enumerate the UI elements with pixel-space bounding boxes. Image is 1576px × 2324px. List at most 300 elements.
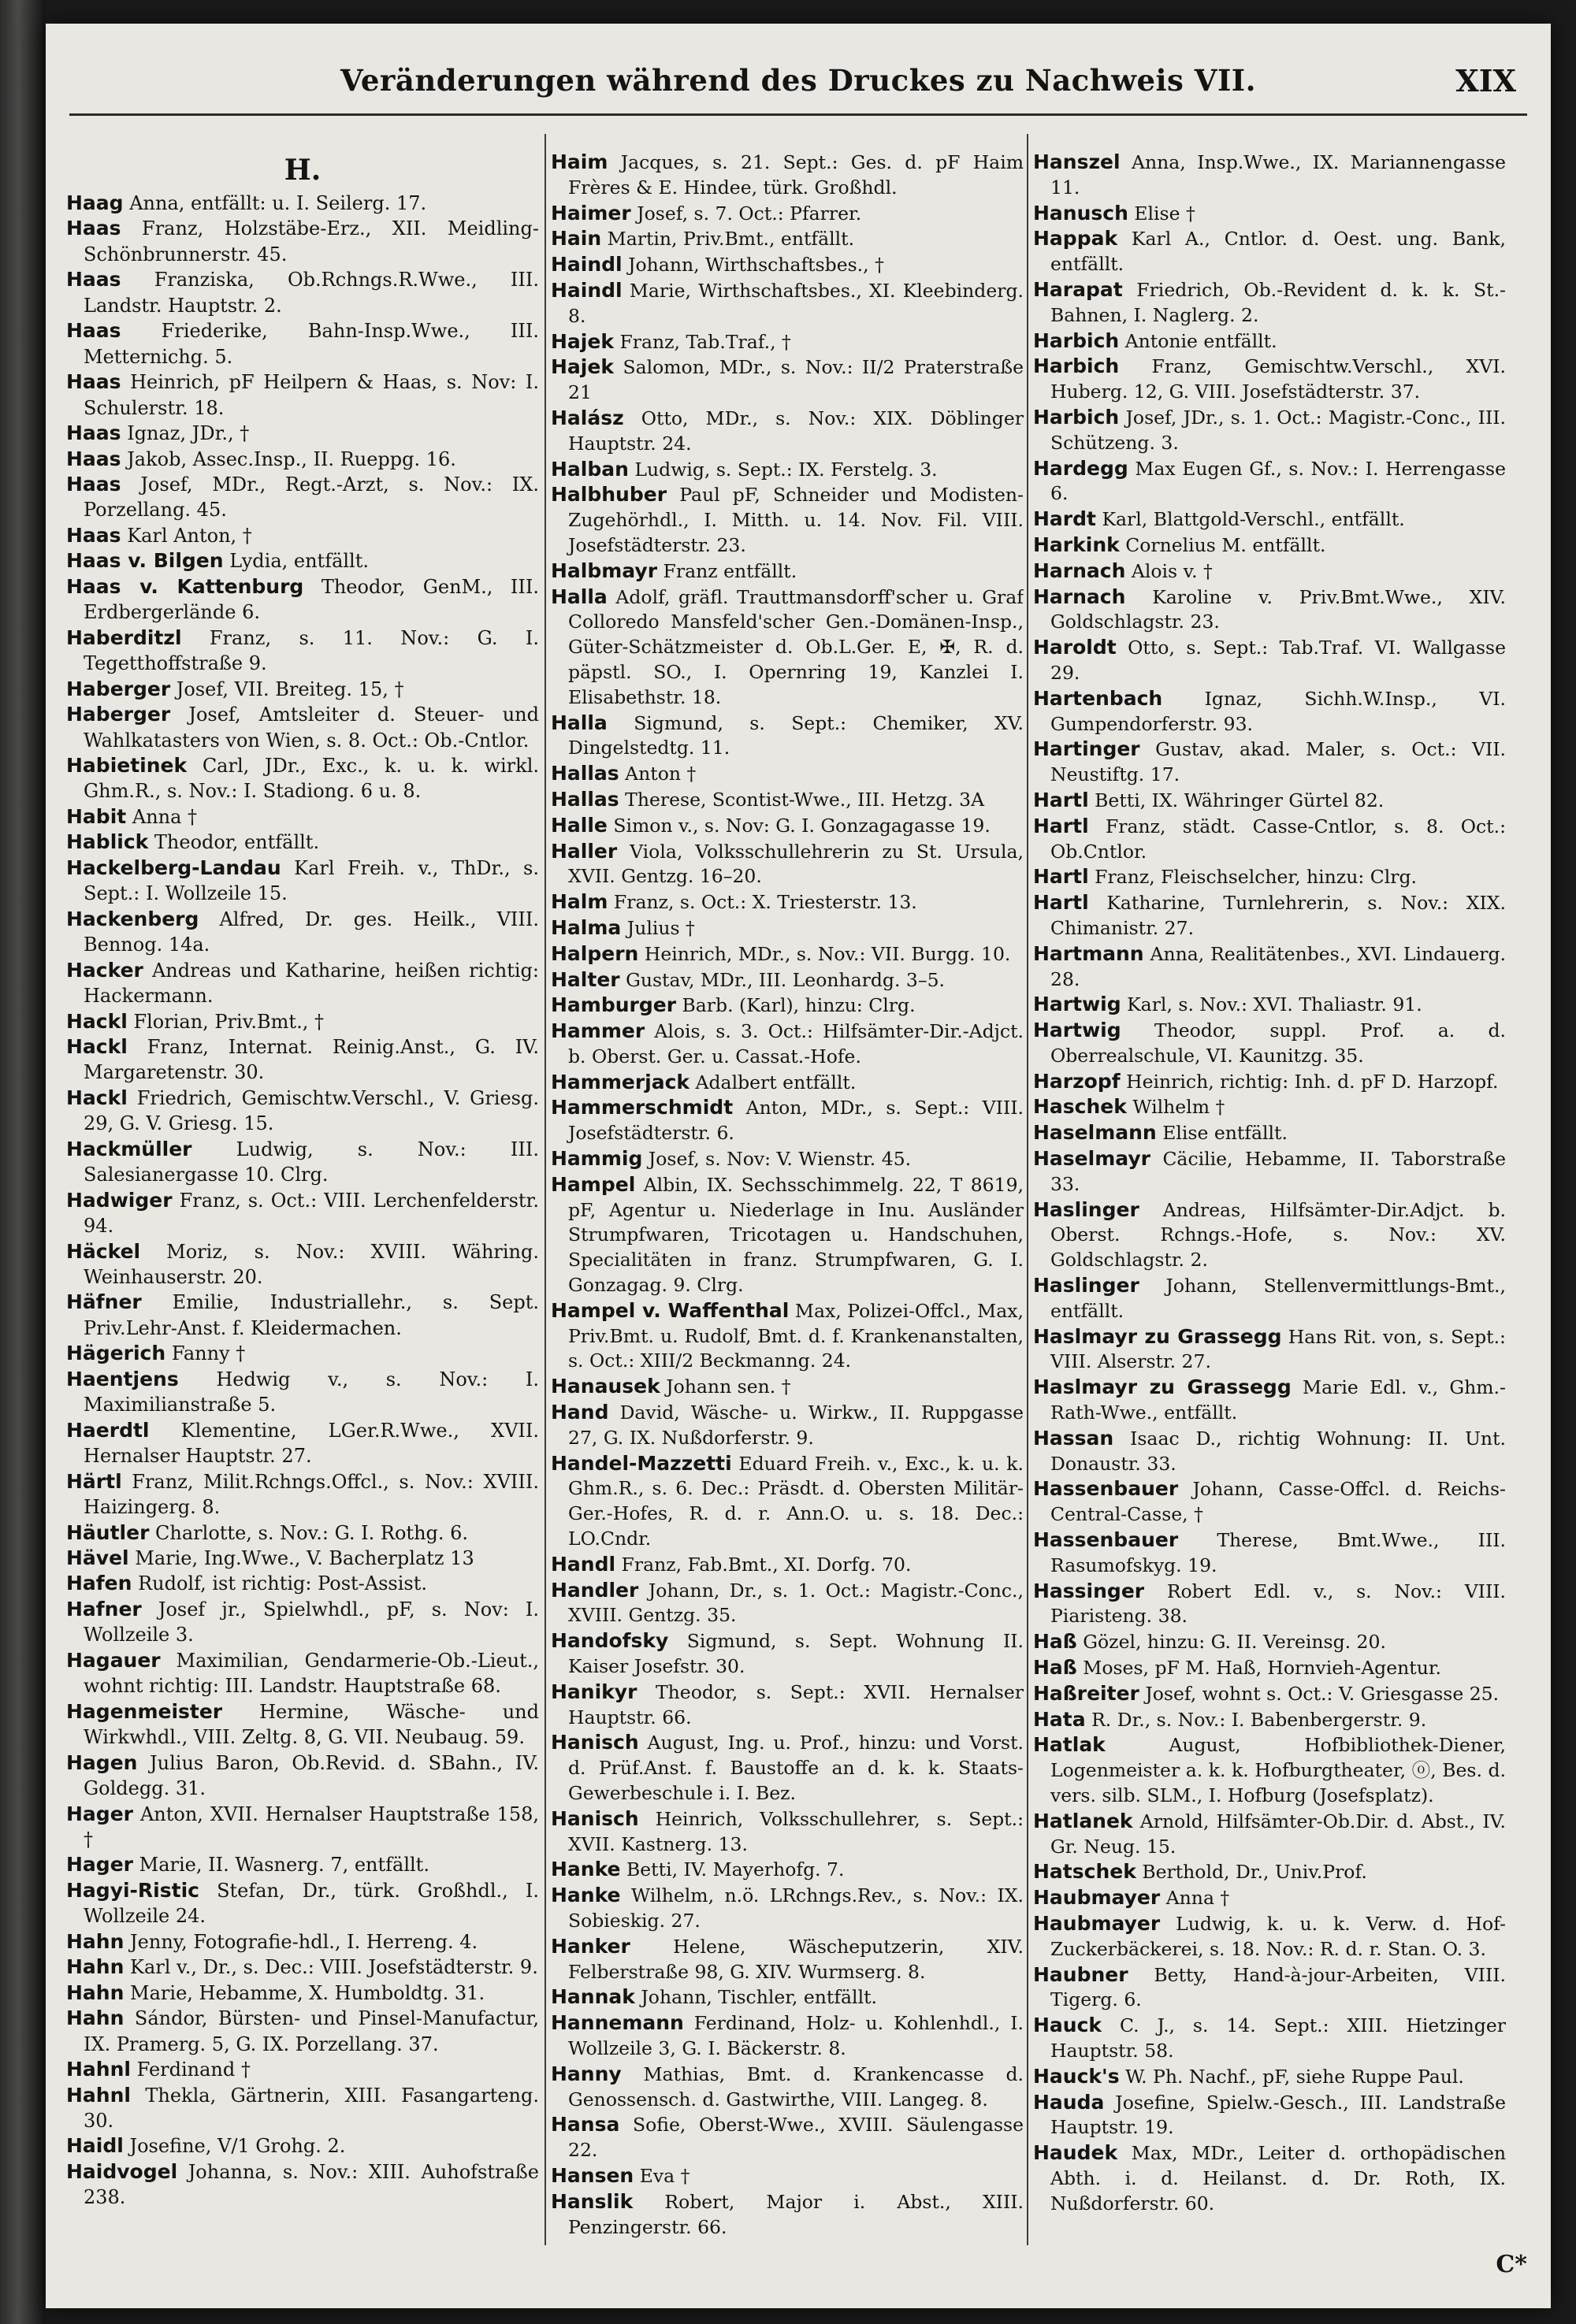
directory-entry (551, 889, 1024, 915)
entry-surname: Hassenbauer (1033, 1477, 1179, 1501)
entry-surname: Haberditzl (66, 626, 182, 649)
entry-details: Ludwig, s. Nov.: III. Salesianergasse 10. Clrg. (84, 1138, 539, 1186)
directory-entry (1033, 456, 1506, 507)
entry-surname: Hartwig (1033, 1019, 1121, 1042)
directory-entry (1033, 1324, 1506, 1375)
entry-surname: Hain (551, 227, 602, 251)
entry-details: Wilhelm, n.ö. LRchngs.Rev., s. Nov.: IX. Sobieskig. 27. (568, 1884, 1024, 1932)
entry-details: Josefine, Spielw.-Gesch., III. Landstraße Hauptstr. 19. (1050, 2091, 1506, 2139)
entry-surname: Hahn (66, 2007, 125, 2030)
entry-details: Simon v., s. Nov: G. I. Gonzagagasse 19. (613, 814, 991, 837)
entry-details: Marie, Hebamme, X. Humboldtg. 31. (130, 1981, 485, 2004)
entry-surname: Hackl (66, 1086, 128, 1109)
entry-details: Franz, s. Oct.: VIII. Lerchenfelderstr. 94. (84, 1189, 539, 1238)
entry-surname: Haimer (551, 201, 631, 225)
directory-entry (66, 1699, 539, 1750)
entry-details: Jenny, Fotografie-hdl., I. Herreng. 4. (130, 1930, 478, 1953)
entry-surname: Hanausek (551, 1375, 660, 1398)
entry-details: Heinrich, pF Heilpern & Haas, s. Nov: I. Schulerstr. 18. (84, 371, 539, 419)
entry-surname: Haschek (1033, 1095, 1127, 1119)
entry-details: Karl Freih. v., ThDr., s. Sept.: I. Wollzeile 15. (84, 856, 539, 905)
entry-details: Eduard Freih. v., Exc., k. u. k. Ghm.R., s. 6. Dec.: Präsdt. d. Obersten Militär-Ger.-Hofes, R. d. r. Ann.O. u. s. 18. Dec.: LO.Cndr. (568, 1452, 1024, 1550)
entry-surname: Haindl (551, 278, 623, 302)
entry-surname: Halban (551, 457, 629, 481)
directory-entry (1033, 1146, 1506, 1197)
entry-surname: Haas (66, 370, 121, 394)
directory-entry (1033, 1579, 1506, 1630)
entry-details: Johann, Tischler, entfällt. (641, 1986, 877, 2009)
entry-details: R. Dr., s. Nov.: I. Babenbergerstr. 9. (1091, 1708, 1427, 1731)
entry-details: Gözel, hinzu: G. II. Vereinsg. 20. (1083, 1631, 1386, 1654)
entry-details: Moses, pF M. Haß, Hornvieh-Agentur. (1083, 1657, 1441, 1680)
entry-details: August, Hofbibliothek-Diener, Logenmeister a. k. k. Hofburgtheater, ⓞ, Bes. d. vers. silb. SLM., I. Hofburg (Josefsplatz). (1050, 1734, 1506, 1806)
section-letter: H. (284, 154, 322, 187)
directory-entry (1033, 1273, 1506, 1324)
entry-details: Johann, Stellenvermittlungs-Bmt., entfällt. (1050, 1275, 1506, 1322)
entry-details: Max, Polizei-Offcl., Max, Priv.Bmt. u. Rudolf, Bmt. d. f. Krankenanstalten, s. Oct.: XIII/2 Beckmanng. 24. (568, 1299, 1024, 1372)
directory-entry (551, 278, 1024, 329)
entry-details: Jakob, Assec.Insp., II. Rueppg. 16. (127, 447, 456, 470)
directory-entry (1033, 533, 1506, 559)
entry-details: Florian, Priv.Bmt., † (133, 1010, 324, 1033)
directory-entry (551, 813, 1024, 839)
directory-entry (551, 1400, 1024, 1451)
entry-surname: Haudek (1033, 2141, 1118, 2165)
entry-surname: Haller (551, 839, 618, 863)
entry-surname: Halpern (551, 941, 639, 965)
entry-details: Friedrich, Ob.-Revident d. k. k. St.-Bahnen, I. Naglerg. 2. (1050, 278, 1506, 326)
entry-surname: Hackl (66, 1009, 128, 1033)
directory-entry (551, 1934, 1024, 1985)
directory-entry (1033, 1069, 1506, 1095)
entry-surname: Hatschek (1033, 1860, 1136, 1884)
entry-surname: Haslinger (1033, 1274, 1139, 1298)
entry-surname: Hagen (66, 1750, 138, 1774)
entry-surname: Hahn (66, 1955, 125, 1979)
directory-entry (551, 1095, 1024, 1146)
directory-entry (551, 1680, 1024, 1731)
entry-details: Franz, städt. Casse-Cntlor, s. 8. Oct.: Ob.Cntlor. (1050, 815, 1506, 863)
directory-entry (551, 761, 1024, 787)
entry-surname: Hajek (551, 329, 614, 353)
directory-entry (551, 1730, 1024, 1806)
directory-entry (66, 523, 539, 548)
entry-details: Therese, Bmt.Wwe., III. Rasumofskyg. 19. (1050, 1529, 1506, 1576)
directory-entry (1033, 2013, 1506, 2064)
entry-details: Isaac D., richtig Wohnung: II. Unt. Donaustr. 33. (1050, 1427, 1506, 1475)
entry-surname: Hahn (66, 1981, 125, 2004)
entry-details: Barb. (Karl), hinzu: Clrg. (682, 994, 916, 1017)
directory-entry (66, 1137, 539, 1188)
directory-entry (66, 1981, 539, 2006)
entry-surname: Happak (1033, 227, 1118, 251)
entry-details: C. J., s. 14. Sept.: XIII. Hietzinger Hauptstr. 58. (1050, 2014, 1506, 2062)
entry-details: Elise † (1134, 202, 1195, 225)
entry-surname: Hagauer (66, 1648, 161, 1672)
entry-details: Alois v. † (1131, 559, 1213, 582)
entry-surname: Hanny (551, 2062, 622, 2085)
entry-details: Johann, Casse-Offcl. d. Reichs-Central-Casse, † (1050, 1478, 1506, 1526)
entry-surname: Haas (66, 319, 121, 343)
entry-details: Franz, s. Oct.: X. Triesterstr. 13. (613, 891, 917, 914)
entry-surname: Halma (551, 915, 622, 939)
entry-details: Theodor, GenM., III. Erdbergerlände 6. (84, 575, 539, 624)
entry-surname: Hackl (66, 1034, 128, 1058)
entry-details: Jacques, s. 21. Sept.: Ges. d. pF Haim Frères & E. Hindee, türk. Großhdl. (568, 151, 1024, 199)
entry-surname: Hager (66, 1853, 133, 1877)
directory-entry (1033, 507, 1506, 533)
entry-surname: Hävel (66, 1546, 129, 1570)
entry-details: Rudolf, ist richtig: Post-Assist. (138, 1572, 428, 1595)
entry-surname: Haubner (1033, 1962, 1128, 1986)
entry-surname: Hartl (1033, 891, 1089, 915)
entry-details: Anton, XVII. Hernalser Hauptstraße 158, † (84, 1802, 539, 1851)
entry-surname: Hanslik (551, 2189, 634, 2213)
entry-surname: Haidl (66, 2134, 124, 2158)
directory-entry (1033, 1732, 1506, 1808)
entry-details: Otto, MDr., s. Nov.: XIX. Döblinger Hauptstr. 24. (568, 407, 1024, 455)
entry-surname: Hassan (1033, 1426, 1114, 1450)
directory-entry (66, 1955, 539, 1980)
directory-entry (66, 1750, 539, 1802)
entry-details: Heinrich, Volksschullehrer, s. Sept.: XVII. Kastnerg. 13. (568, 1807, 1024, 1855)
directory-entry (551, 457, 1024, 483)
entry-surname: Hassenbauer (1033, 1528, 1179, 1552)
entry-surname: Haag (66, 191, 124, 214)
entry-details: Karoline v. Priv.Bmt.Wwe., XIV. Goldschlagstr. 23. (1050, 585, 1506, 633)
entry-details: Ignaz, JDr., † (127, 422, 250, 445)
directory-entry (1033, 1681, 1506, 1707)
entry-details: Franz, Gemischtw.Verschl., XVI. Huberg. 12, G. VIII. Josefstädterstr. 37. (1050, 355, 1506, 403)
entry-details: Sigmund, s. Sept.: Chemiker, XV. Dingelstedtg. 11. (568, 711, 1024, 759)
entry-details: Josef, Amtsleiter d. Steuer- und Wahlkatasters von Wien, s. 8. Oct.: Ob.-Cntlor. (84, 704, 539, 752)
directory-entry (66, 1418, 539, 1469)
directory-entry (551, 1857, 1024, 1883)
entry-details: Moriz, s. Nov.: XVIII. Währing. Weinhauserstr. 20. (84, 1240, 539, 1289)
entry-details: Anna † (1165, 1887, 1230, 1910)
entry-details: Anna † (132, 805, 198, 828)
directory-entry (1033, 1707, 1506, 1733)
directory-entry (551, 2010, 1024, 2062)
directory-entry (66, 1878, 539, 1929)
entry-details: Julius † (626, 916, 695, 939)
entry-details: Viola, Volksschullehrerin zu St. Ursula, XVII. Gentzg. 16–20. (568, 840, 1024, 888)
directory-entry (1033, 1426, 1506, 1477)
entry-surname: Hanusch (1033, 201, 1128, 225)
entry-details: Antonie entfällt. (1124, 329, 1277, 352)
entry-surname: Haas (66, 472, 121, 496)
directory-entry (1033, 277, 1506, 329)
entry-details: Elise entfällt. (1162, 1122, 1288, 1145)
directory-entry (1033, 1528, 1506, 1579)
entry-surname: Hamburger (551, 993, 677, 1017)
entry-details: Eva † (639, 2164, 690, 2187)
directory-entry (66, 369, 539, 421)
directory-entry (1033, 1859, 1506, 1885)
entry-surname: Hägerich (66, 1342, 166, 1365)
entry-details: Friedrich, Gemischtw.Verschl., V. Griesg. 29, G. V. Griesg. 15. (84, 1086, 539, 1135)
entry-surname: Harnach (1033, 585, 1126, 608)
directory-entry (1033, 788, 1506, 814)
directory-entry (66, 856, 539, 907)
entry-details: Sofie, Oberst-Wwe., XVIII. Säulengasse 22. (568, 2114, 1024, 2162)
entry-details: Alois, s. 3. Oct.: Hilfsämter-Dir.-Adjct. b. Oberst. Ger. u. Cassat.-Hofe. (568, 1020, 1024, 1067)
entry-surname: Hadwiger (66, 1188, 173, 1212)
directory-entry (1033, 1655, 1506, 1681)
directory-entry (1033, 329, 1506, 355)
entry-details: Franz, Milit.Rchngs.Offcl., s. Nov.: XVIII. Haizingerg. 8. (84, 1470, 539, 1519)
directory-entry (1033, 559, 1506, 585)
directory-entry (551, 1298, 1024, 1374)
entry-surname: Hartwig (1033, 993, 1121, 1016)
entry-details: Katharine, Turnlehrerin, s. Nov.: XIX. Chimanistr. 27. (1050, 892, 1506, 939)
entry-details: Hans Rit. von, s. Sept.: VIII. Alserstr. 27. (1050, 1325, 1506, 1373)
entry-details: August, Ing. u. Prof., hinzu: und Vorst. d. Prüf.Anst. f. Baustoffe an d. k. k. Staats-Gewerbeschule i. I. Bez. (568, 1732, 1024, 1804)
entry-surname: Haas v. Kattenburg (66, 574, 304, 598)
directory-entry (551, 1146, 1024, 1172)
entry-surname: Hanke (551, 1858, 621, 1881)
directory-entry (1033, 1885, 1506, 1911)
directory-entry (66, 2133, 539, 2159)
directory-entry (66, 1546, 539, 1571)
entry-surname: Hansen (551, 2163, 634, 2187)
entry-surname: Handl (551, 1552, 616, 1576)
entry-surname: Habit (66, 804, 127, 828)
entry-surname: Haim (551, 150, 608, 173)
directory-entry (1033, 1911, 1506, 1962)
entry-details: Klementine, LGer.R.Wwe., XVII. Hernalser Hauptstr. 27. (84, 1419, 539, 1468)
entry-surname: Hartmann (1033, 941, 1144, 965)
entry-details: Ludwig, s. Sept.: IX. Ferstelg. 3. (634, 458, 938, 481)
entry-details: Helene, Wäscheputzerin, XIV. Felberstraße 98, G. XIV. Wurmserg. 8. (568, 1935, 1024, 1983)
directory-entry (551, 406, 1024, 457)
directory-entry (551, 1883, 1024, 1934)
directory-entry (551, 1628, 1024, 1680)
entry-surname: Häutler (66, 1520, 150, 1544)
directory-entry (551, 355, 1024, 406)
directory-entry (1033, 1962, 1506, 2014)
directory-entry (1033, 1809, 1506, 1860)
page-header (46, 63, 1551, 126)
directory-entry (551, 252, 1024, 278)
entry-surname: Hartl (1033, 814, 1089, 837)
entry-surname: Häckel (66, 1239, 141, 1263)
entry-details: Berthold, Dr., Univ.Prof. (1142, 1861, 1367, 1884)
entry-surname: Hand (551, 1401, 609, 1424)
directory-entry (551, 711, 1024, 762)
entry-surname: Halter (551, 967, 620, 991)
directory-entry (66, 2006, 539, 2057)
page-number: XIX (1455, 63, 1516, 98)
entry-details: Sigmund, s. Sept. Wohnung II. Kaiser Josefstr. 30. (568, 1630, 1024, 1678)
entry-surname: Haß (1033, 1630, 1077, 1654)
entry-surname: Hahn (66, 1929, 125, 1953)
entry-details: Hedwig v., s. Nov.: I. Maximilianstraße 5. (84, 1368, 539, 1416)
entry-surname: Hahnl (66, 2083, 131, 2107)
entry-details: Otto, s. Sept.: Tab.Traf. VI. Wallgasse 29. (1050, 637, 1506, 684)
entry-surname: Haß (1033, 1656, 1077, 1680)
directory-entry (1033, 635, 1506, 686)
entry-surname: Harkink (1033, 533, 1120, 556)
entry-surname: Haslmayr zu Grassegg (1033, 1375, 1292, 1399)
entry-details: Ferdinand † (136, 2059, 251, 2081)
column-divider (545, 134, 546, 2245)
entry-details: Josef, s. Nov: V. Wienstr. 45. (648, 1148, 912, 1171)
directory-entry (66, 626, 539, 677)
entry-details: Heinrich, MDr., s. Nov.: VII. Burgg. 10. (644, 942, 1011, 965)
entry-details: Franz, Tab.Traf., † (619, 330, 791, 353)
entry-surname: Hatlanek (1033, 1809, 1133, 1832)
entry-details: Charlotte, s. Nov.: G. I. Rothg. 6. (155, 1521, 469, 1544)
entry-details: Friederike, Bahn-Insp.Wwe., III. Metternichg. 5. (84, 320, 539, 368)
entry-details: Marie, Wirthschaftsbes., XI. Kleebinderg. 8. (568, 279, 1024, 327)
header-rule (69, 113, 1527, 116)
entry-surname: Hafen (66, 1572, 132, 1595)
directory-entry (66, 2159, 539, 2211)
entry-details: Emilie, Industriallehr., s. Sept. Priv.Lehr-Anst. f. Kleidermachen. (84, 1291, 539, 1339)
directory-entry (551, 941, 1024, 967)
directory-entry (66, 1648, 539, 1699)
entry-details: Theodor, s. Sept.: XVII. Hernalser Hauptstr. 66. (568, 1680, 1024, 1728)
entry-surname: Hata (1033, 1707, 1086, 1731)
entry-details: Cäcilie, Hebamme, II. Taborstraße 33. (1050, 1148, 1506, 1195)
directory-entry (1033, 1018, 1506, 1069)
entry-details: Ferdinand, Holz- u. Kohlenhdl., I. Wollzeile 3, G. I. Bäckerstr. 8. (568, 2012, 1024, 2059)
directory-entry (1033, 2090, 1506, 2141)
entry-details: Anna, entfällt: u. I. Seilerg. 17. (129, 192, 427, 214)
directory-entry (551, 2112, 1024, 2163)
directory-entry (66, 2057, 539, 2082)
entry-surname: Haslmayr zu Grassegg (1033, 1324, 1282, 1348)
entry-details: Karl v., Dr., s. Dec.: VIII. Josefstädterstr. 9. (130, 1956, 538, 1979)
entry-surname: Harbich (1033, 355, 1120, 378)
entry-surname: Hammerjack (551, 1070, 690, 1093)
entry-surname: Hablick (66, 830, 149, 854)
directory-entry (551, 1070, 1024, 1096)
entry-surname: Haselmann (1033, 1121, 1157, 1145)
directory-entry (66, 830, 539, 855)
entry-surname: Hagenmeister (66, 1699, 223, 1723)
directory-entry (551, 482, 1024, 558)
entry-details: Martin, Priv.Bmt., entfällt. (607, 228, 855, 251)
entry-surname: Hanszel (1033, 150, 1121, 173)
entry-surname: Haßreiter (1033, 1681, 1139, 1705)
entry-details: Josef jr., Spielwhdl., pF, s. Nov: I. Wollzeile 3. (84, 1598, 539, 1646)
entry-surname: Haas (66, 217, 121, 240)
directory-entry (1033, 405, 1506, 456)
entry-surname: Hacker (66, 958, 143, 982)
entry-details: Josef, MDr., Regt.-Arzt, s. Nov.: IX. Porzellang. 45. (84, 473, 539, 522)
directory-entry (66, 216, 539, 267)
entry-details: Marie Edl. v., Ghm.-Rath-Wwe., entfällt. (1050, 1376, 1506, 1424)
entry-details: Julius Baron, Ob.Revid. d. SBahn., IV. Goldegg. 31. (84, 1751, 539, 1800)
directory-entry (1033, 1476, 1506, 1528)
entry-details: Anton, MDr., s. Sept.: VIII. Josefstädterstr. 6. (568, 1097, 1024, 1145)
entry-details: Karl Anton, † (127, 524, 252, 547)
entry-details: Ludwig, k. u. k. Verw. d. Hof-Zuckerbäckerei, s. 18. Nov.: R. d. r. Stan. O. 3. (1050, 1912, 1506, 1960)
column-divider (1027, 134, 1028, 2245)
entry-details: Franziska, Ob.Rchngs.R.Wwe., III. Landstr. Hauptstr. 2. (84, 269, 539, 317)
entry-details: Franz, Fleischselcher, hinzu: Clrg. (1095, 866, 1417, 889)
entry-details: Maximilian, Gendarmerie-Ob.-Lieut., wohnt richtig: III. Landstr. Hauptstraße 68. (84, 1649, 539, 1698)
entry-surname: Hanisch (551, 1731, 639, 1754)
entry-details: Franz, s. 11. Nov.: G. I. Tegetthoffstraße 9. (84, 626, 539, 675)
entry-details: Adalbert entfällt. (695, 1071, 857, 1093)
entry-surname: Hallas (551, 762, 619, 785)
entry-details: Theodor, suppl. Prof. a. d. Oberrealschule, VI. Kaunitzg. 35. (1050, 1019, 1506, 1067)
entry-details: Andreas und Katharine, heißen richtig: Hackermann. (84, 959, 539, 1008)
entry-details: Franz, Internat. Reinig.Anst., G. IV. Margaretenstr. 30. (84, 1035, 539, 1084)
directory-entry (1033, 941, 1506, 993)
entry-surname: Handel-Mazzetti (551, 1451, 732, 1475)
directory-entry (66, 318, 539, 369)
directory-entry (66, 1239, 539, 1290)
directory-entry (551, 1451, 1024, 1552)
entry-details: Gustav, MDr., III. Leonhardg. 3–5. (626, 968, 946, 991)
directory-entry (551, 1984, 1024, 2010)
entry-details: Therese, Scontist-Wwe., III. Hetzg. 3A (625, 788, 985, 811)
entry-details: Johann sen. † (666, 1375, 791, 1398)
entry-surname: Haberger (66, 703, 171, 726)
printer-signature: C* (1496, 2251, 1527, 2278)
directory-entry (66, 548, 539, 574)
entry-surname: Hartinger (1033, 737, 1140, 761)
entry-surname: Hammig (551, 1147, 643, 1171)
directory-entry (1033, 2064, 1506, 2090)
entry-details: Betti, IX. Währinger Gürtel 82. (1095, 789, 1385, 811)
entry-details: Hermine, Wäsche- und Wirkwhdl., VIII. Zeltg. 8, G. VII. Neubaug. 59. (84, 1700, 539, 1749)
entry-surname: Hansa (551, 2113, 620, 2137)
directory-entry (1033, 585, 1506, 636)
entry-surname: Hackenberg (66, 907, 199, 930)
entry-details: Marie, Ing.Wwe., V. Bacherplatz 13 (135, 1547, 474, 1570)
directory-entry (1033, 737, 1506, 788)
entry-details: David, Wäsche- u. Wirkw., II. Ruppgasse 27, G. IX. Nußdorferstr. 9. (568, 1401, 1024, 1449)
entry-surname: Halle (551, 813, 608, 837)
entry-details: Karl A., Cntlor. d. Oest. ung. Bank, entfällt. (1050, 228, 1506, 276)
directory-entry (66, 472, 539, 523)
entry-surname: Hackmüller (66, 1137, 192, 1160)
entry-surname: Hampel (551, 1172, 636, 1196)
entry-surname: Haslinger (1033, 1197, 1139, 1221)
entry-details: Salomon, MDr., s. Nov.: II/2 Praterstraße 21 (568, 356, 1024, 404)
directory-entry (66, 1367, 539, 1418)
entry-details: Franz entfällt. (663, 559, 797, 582)
entry-details: Robert Edl. v., s. Nov.: VIII. Piaristeng. 38. (1050, 1580, 1506, 1628)
entry-surname: Hampel v. Waffenthal (551, 1298, 790, 1322)
directory-entry (551, 787, 1024, 813)
directory-entry (66, 1009, 539, 1034)
directory-entry (66, 574, 539, 626)
entry-details: Fanny † (171, 1342, 246, 1365)
directory-entry (1033, 1629, 1506, 1655)
entry-surname: Hafner (66, 1597, 142, 1620)
entry-surname: Hanisch (551, 1806, 639, 1830)
entry-surname: Hauck (1033, 2014, 1102, 2037)
directory-page (46, 24, 1551, 2308)
entry-details: Josef, s. 7. Oct.: Pfarrer. (637, 202, 862, 225)
directory-entry (551, 1806, 1024, 1858)
entry-details: Alfred, Dr. ges. Heilk., VIII. Bennog. 14a. (84, 908, 539, 956)
entry-surname: Handofsky (551, 1629, 669, 1653)
directory-entry (1033, 1094, 1506, 1120)
column-left (66, 150, 539, 2245)
entry-surname: Haas (66, 447, 121, 470)
entry-surname: Hanikyr (551, 1680, 637, 1703)
directory-entry (66, 1929, 539, 1955)
entry-surname: Haas (66, 421, 121, 445)
entry-details: Betty, Hand-à-jour-Arbeiten, VIII. Tigerg. 6. (1050, 1963, 1506, 2011)
